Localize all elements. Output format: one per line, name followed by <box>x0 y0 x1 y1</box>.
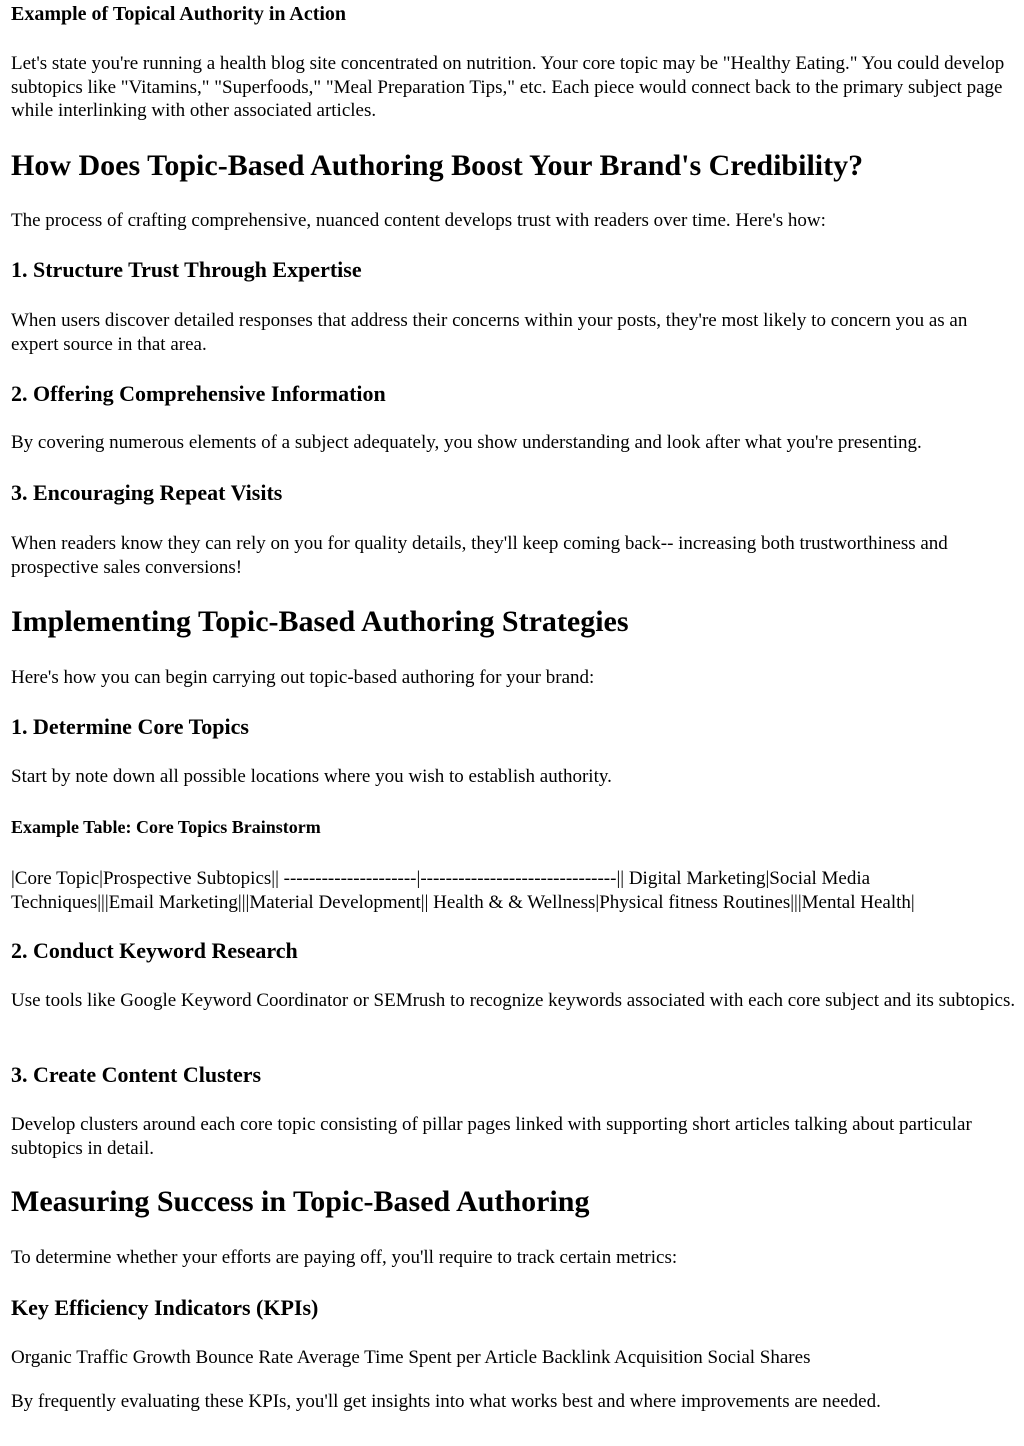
measuring-intro: To determine whether your efforts are paying off, you'll require to track certain metrics: <box>11 1247 678 1268</box>
core-topics-heading: 1. Determine Core Topics <box>11 714 249 739</box>
content-clusters-heading: 3. Create Content Clusters <box>11 1062 262 1087</box>
comprehensive-info-heading: 2. Offering Comprehensive Information <box>11 381 386 406</box>
core-topics-table-text: |Core Topic|Prospective Subtopics|| ---------------------|-------------------------------|| Digital Marketing|Social Media Techniques|||Email Marketing|||Material Development|| Health & & Wellness|Physical fitness Routines|||Mental Health| <box>11 868 915 913</box>
keyword-research-heading: 2. Conduct Keyword Research <box>11 938 298 963</box>
credibility-intro: The process of crafting comprehensive, nuanced content develops trust with readers over time. Here's how: <box>11 210 826 231</box>
repeat-visits-text: When readers know they can rely on you for quality details, they'll keep coming back-- increasing both trustworthiness and prospective sales conversions! <box>11 533 948 578</box>
keyword-research-text: Use tools like Google Keyword Coordinator or SEMrush to recognize keywords associated with each core subject and its subtopics. <box>11 990 1016 1011</box>
measuring-heading: Measuring Success in Topic-Based Authoring <box>11 1185 590 1218</box>
implementing-intro: Here's how you can begin carrying out topic-based authoring for your brand: <box>11 667 595 688</box>
kpi-heading: Key Efficiency Indicators (KPIs) <box>11 1295 319 1320</box>
example-paragraph: Let's state you're running a health blog site concentrated on nutrition. Your core topic may be "Healthy Eating." You could develop subtopics like "Vitamins," "Superfoods," "Meal Preparation Tips," etc. Each piece would connect back to the primary subject page while interlinking with other associated articles. <box>11 53 1005 121</box>
trust-expertise-heading: 1. Structure Trust Through Expertise <box>11 257 362 282</box>
credibility-heading: How Does Topic-Based Authoring Boost Your Brand's Credibility? <box>11 149 864 182</box>
content-clusters-text: Develop clusters around each core topic consisting of pillar pages linked with supporting short articles talking about particular subtopics in detail. <box>11 1114 972 1159</box>
trust-expertise-text: When users discover detailed responses that address their concerns within your posts, they're most likely to concern you as an expert source in that area. <box>11 310 968 355</box>
table-heading: Example Table: Core Topics Brainstorm <box>11 817 321 837</box>
closing-paragraph: By frequently evaluating these KPIs, you'll get insights into what works best and where improvements are needed. <box>11 1391 881 1412</box>
example-heading: Example of Topical Authority in Action <box>11 3 347 25</box>
implementing-heading: Implementing Topic-Based Authoring Strategies <box>11 605 629 638</box>
repeat-visits-heading: 3. Encouraging Repeat Visits <box>11 480 283 505</box>
core-topics-text: Start by note down all possible locations where you wish to establish authority. <box>11 766 612 787</box>
comprehensive-info-text: By covering numerous elements of a subject adequately, you show understanding and look after what you're presenting. <box>11 432 922 453</box>
kpi-list-text: Organic Traffic Growth Bounce Rate Average Time Spent per Article Backlink Acquisition Social Shares <box>11 1347 811 1368</box>
